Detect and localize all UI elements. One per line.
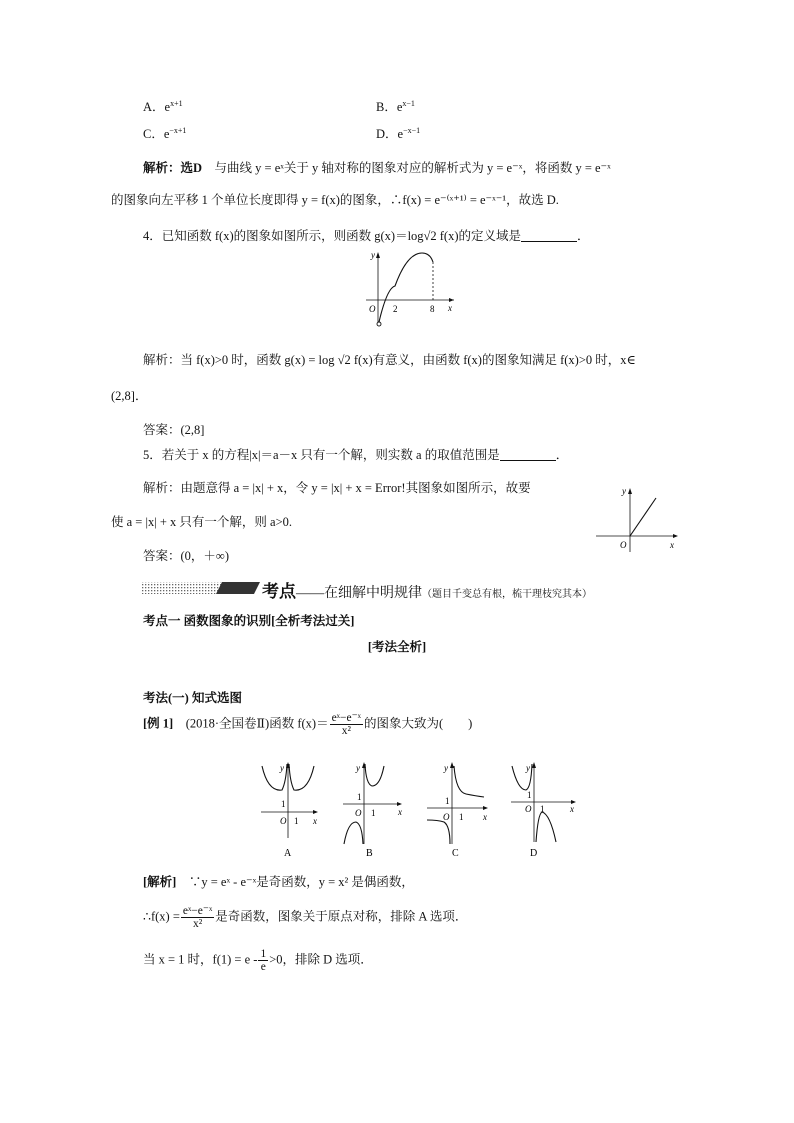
q4-answer: 答案：(2,8] [143,423,205,437]
svg-text:x: x [483,812,487,822]
figure-a-label: A [284,848,292,859]
svg-text:y: y [356,763,360,773]
q3-analysis-line2: 的图象向左平移 1 个单位长度即得 y = f(x)的图象，∴f(x) = e⁻⁽ˣ⁺¹⁾ = e⁻ˣ⁻¹，故选 D. [111,193,559,207]
svg-text:x: x [313,816,317,826]
section-title: 考点一 函数图象的识别[全析考法过关] [143,614,355,628]
q4-curve [379,253,433,322]
svg-text:1: 1 [281,799,286,809]
svg-text:O: O [280,816,287,826]
svg-text:1: 1 [527,790,532,800]
q5-stem: 5．若关于 x 的方程|x|＝a－x 只有一个解，则实数 a 的取值范围是 ． [143,448,569,462]
banner-title: 考点——在细解中明规律（题目千变总有根，梳干理枝究其本） [262,582,592,601]
solution-line2: ∴f(x) = $\frac{\text{eˣ−e⁻ˣ}}{\text{x²}}$ 是奇函数，图象关于原点对称，排除 A 选项． [143,905,468,931]
q5-analysis-line2: 使 a = |x| + x 只有一个解，则 a>0. [111,515,293,529]
option-c: C．$e^{-x+1}$ [143,125,187,141]
q4-open-point [377,322,381,326]
solution-line1: [解析] ∵y = eˣ - e⁻ˣ是奇函数，y = x² 是偶函数， [143,875,414,889]
svg-text:y: y [280,763,284,773]
method-title: 考法(一) 知式选图 [143,691,242,705]
svg-text:1: 1 [445,796,450,806]
svg-text:1: 1 [357,792,362,802]
q4-analysis-line1: 解析：当 f(x)>0 时，函数 g(x) = log √2 f(x)有意义，由函数 f(x)的图象知满足 f(x)>0 时，x∈ [143,353,636,367]
figure-d-label: D [530,848,538,859]
svg-text:1: 1 [294,816,299,826]
q5-ray [630,498,656,536]
option-a: A．$e^{x+1}$ [143,98,183,114]
svg-text:O: O [355,808,362,818]
q5-analysis-line1: 解析：由题意得 a = |x| + x，令 y = |x| + x = Error!其图象如图所示，故要 [143,481,531,495]
figure-a [261,762,318,859]
q4-origin-label: O [369,304,376,314]
svg-text:x: x [670,540,674,550]
q4-analysis-line2: (2,8]． [111,389,148,403]
figure-c [427,762,488,859]
example1-figures [258,760,588,860]
svg-text:1: 1 [371,808,376,818]
q3-analysis-line1: 解析：选D 与曲线 y = eˣ关于 y 轴对称的图象对应的解析式为 y = e⁻ˣ，将函数 y = e⁻ˣ [143,161,611,175]
figure-d [511,762,576,859]
q4-figure [362,248,462,330]
solution-line3: 当 x = 1 时，f(1) = e - $\frac{1}{e}$ >0，排除 D 选项． [143,948,373,974]
svg-text:O: O [443,812,450,822]
svg-text:1: 1 [459,812,464,822]
section-subtitle: [考法全析] [367,640,427,654]
q4-stem: 4．已知函数 f(x)的图象如图所示，则函数 g(x)＝log√2 f(x)的定义域是 ． [143,229,590,243]
svg-text:x: x [570,804,574,814]
banner-hatch-bar [142,581,260,595]
q4-tick-8: 8 [430,304,435,314]
example1-stem: [例 1] (2018·全国卷Ⅱ)函数 f(x)＝ $\frac{\text{eˣ−e⁻ˣ}}{\text{x²}}$ 的图象大致为( ) [143,712,473,738]
option-b: B．$e^{x-1}$ [376,98,415,114]
q4-x-label: x [448,303,452,313]
q4-tick-2: 2 [393,304,398,314]
figure-c-label: C [452,848,459,859]
q5-answer: 答案：(0，＋∞) [143,549,229,563]
svg-text:1: 1 [540,804,545,814]
svg-text:x: x [398,807,402,817]
q5-figure [592,484,684,556]
svg-text:y: y [526,763,530,773]
figure-b [343,762,402,859]
figure-b-label: B [366,848,373,859]
option-d: D．$e^{-x-1}$ [376,125,421,141]
svg-text:O: O [620,540,627,550]
svg-text:y: y [444,763,448,773]
q4-y-label: y [371,250,375,260]
svg-text:O: O [525,804,532,814]
svg-text:y: y [622,486,626,496]
